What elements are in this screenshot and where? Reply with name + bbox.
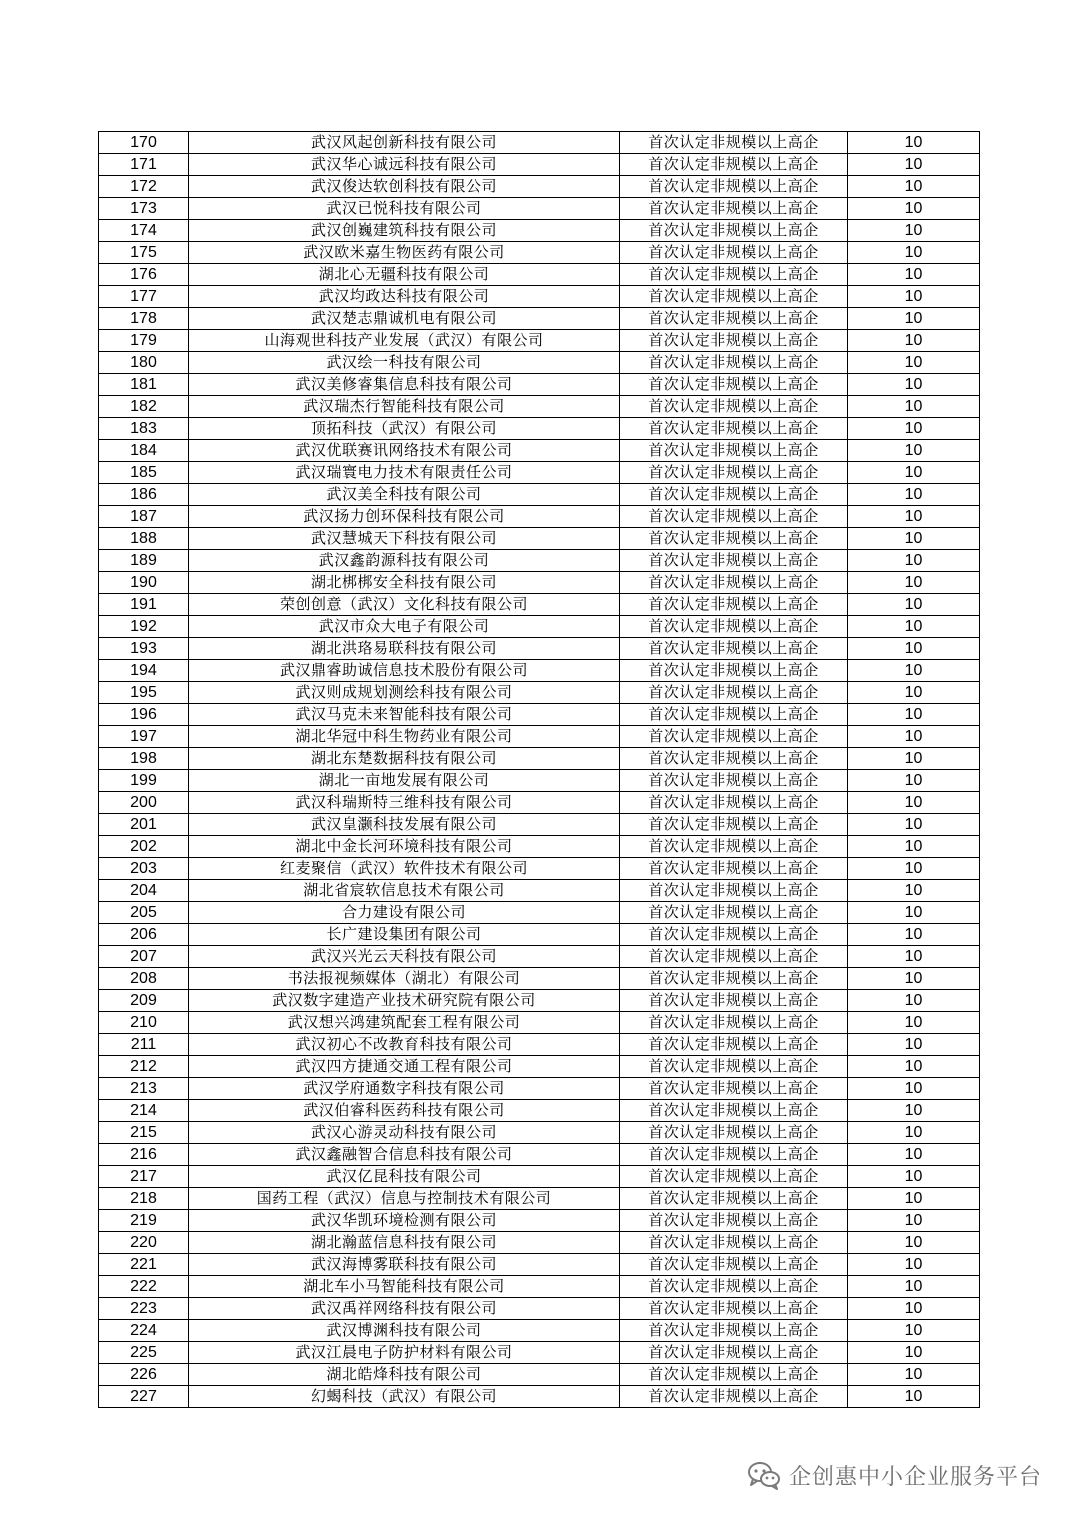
certification-type-cell: 首次认定非规模以上高企 — [620, 770, 848, 792]
company-name-cell: 湖北瀚蓝信息科技有限公司 — [189, 1232, 620, 1254]
score-cell: 10 — [848, 132, 980, 154]
score-cell: 10 — [848, 176, 980, 198]
company-name-cell: 武汉四方捷通交通工程有限公司 — [189, 1056, 620, 1078]
row-index-cell: 178 — [99, 308, 189, 330]
table-row — [99, 770, 980, 792]
row-index-cell: 195 — [99, 682, 189, 704]
company-name-cell: 武汉风起创新科技有限公司 — [189, 132, 620, 154]
row-index-cell: 199 — [99, 770, 189, 792]
table-row — [99, 1012, 980, 1034]
row-index-cell: 176 — [99, 264, 189, 286]
company-name-cell: 武汉已悦科技有限公司 — [189, 198, 620, 220]
score-cell: 10 — [848, 814, 980, 836]
score-cell: 10 — [848, 154, 980, 176]
table-row — [99, 330, 980, 352]
certification-type-cell: 首次认定非规模以上高企 — [620, 1254, 848, 1276]
score-cell: 10 — [848, 242, 980, 264]
company-name-cell: 武汉楚志鼎诚机电有限公司 — [189, 308, 620, 330]
score-cell: 10 — [848, 594, 980, 616]
table-row — [99, 484, 980, 506]
score-cell: 10 — [848, 1078, 980, 1100]
score-cell: 10 — [848, 946, 980, 968]
score-cell: 10 — [848, 462, 980, 484]
company-name-cell: 湖北华冠中科生物药业有限公司 — [189, 726, 620, 748]
table-row — [99, 1298, 980, 1320]
row-index-cell: 191 — [99, 594, 189, 616]
score-cell: 10 — [848, 308, 980, 330]
table-row — [99, 946, 980, 968]
company-name-cell: 武汉兴光云天科技有限公司 — [189, 946, 620, 968]
certification-type-cell: 首次认定非规模以上高企 — [620, 748, 848, 770]
row-index-cell: 225 — [99, 1342, 189, 1364]
company-name-cell: 武汉扬力创环保科技有限公司 — [189, 506, 620, 528]
row-index-cell: 208 — [99, 968, 189, 990]
table-row — [99, 836, 980, 858]
score-cell: 10 — [848, 330, 980, 352]
score-cell: 10 — [848, 1210, 980, 1232]
certification-type-cell: 首次认定非规模以上高企 — [620, 440, 848, 462]
certification-type-cell: 首次认定非规模以上高企 — [620, 154, 848, 176]
certification-type-cell: 首次认定非规模以上高企 — [620, 506, 848, 528]
certification-type-cell: 首次认定非规模以上高企 — [620, 594, 848, 616]
certification-type-cell: 首次认定非规模以上高企 — [620, 924, 848, 946]
certification-type-cell: 首次认定非规模以上高企 — [620, 242, 848, 264]
row-index-cell: 203 — [99, 858, 189, 880]
score-cell: 10 — [848, 968, 980, 990]
table-row — [99, 814, 980, 836]
row-index-cell: 224 — [99, 1320, 189, 1342]
score-cell: 10 — [848, 682, 980, 704]
table-row — [99, 264, 980, 286]
company-name-cell: 武汉瑞寰电力技术有限责任公司 — [189, 462, 620, 484]
company-name-cell: 顶拓科技（武汉）有限公司 — [189, 418, 620, 440]
company-name-cell: 书法报视频媒体（湖北）有限公司 — [189, 968, 620, 990]
certification-type-cell: 首次认定非规模以上高企 — [620, 374, 848, 396]
table-row — [99, 1144, 980, 1166]
table-row — [99, 550, 980, 572]
company-name-cell: 湖北梆梆安全科技有限公司 — [189, 572, 620, 594]
company-name-cell: 武汉禹祥网络科技有限公司 — [189, 1298, 620, 1320]
row-index-cell: 180 — [99, 352, 189, 374]
company-name-cell: 武汉海博雾联科技有限公司 — [189, 1254, 620, 1276]
table-row — [99, 462, 980, 484]
score-cell: 10 — [848, 1122, 980, 1144]
score-cell: 10 — [848, 1276, 980, 1298]
table-row — [99, 440, 980, 462]
row-index-cell: 211 — [99, 1034, 189, 1056]
company-name-cell: 武汉瑞杰行智能科技有限公司 — [189, 396, 620, 418]
company-list-body — [99, 132, 980, 1408]
certification-type-cell: 首次认定非规模以上高企 — [620, 1232, 848, 1254]
certification-type-cell: 首次认定非规模以上高企 — [620, 550, 848, 572]
table-row — [99, 748, 980, 770]
table-row — [99, 418, 980, 440]
table-row — [99, 1254, 980, 1276]
certification-type-cell: 首次认定非规模以上高企 — [620, 880, 848, 902]
certification-type-cell: 首次认定非规模以上高企 — [620, 660, 848, 682]
certification-type-cell: 首次认定非规模以上高企 — [620, 1210, 848, 1232]
table-row — [99, 154, 980, 176]
score-cell: 10 — [848, 1166, 980, 1188]
company-name-cell: 武汉鼎睿助诚信息技术股份有限公司 — [189, 660, 620, 682]
certification-type-cell: 首次认定非规模以上高企 — [620, 1144, 848, 1166]
company-name-cell: 武汉则成规划测绘科技有限公司 — [189, 682, 620, 704]
company-name-cell: 湖北东楚数据科技有限公司 — [189, 748, 620, 770]
row-index-cell: 174 — [99, 220, 189, 242]
row-index-cell: 215 — [99, 1122, 189, 1144]
certification-type-cell: 首次认定非规模以上高企 — [620, 330, 848, 352]
company-name-cell: 武汉创巍建筑科技有限公司 — [189, 220, 620, 242]
table-row — [99, 594, 980, 616]
table-row — [99, 286, 980, 308]
certification-type-cell: 首次认定非规模以上高企 — [620, 1364, 848, 1386]
certification-type-cell: 首次认定非规模以上高企 — [620, 902, 848, 924]
watermark-text: 企创惠中小企业服务平台 — [788, 1464, 1042, 1490]
score-cell: 10 — [848, 418, 980, 440]
score-cell: 10 — [848, 352, 980, 374]
score-cell: 10 — [848, 726, 980, 748]
row-index-cell: 209 — [99, 990, 189, 1012]
row-index-cell: 207 — [99, 946, 189, 968]
table-row — [99, 1188, 980, 1210]
table-row — [99, 1276, 980, 1298]
certification-type-cell: 首次认定非规模以上高企 — [620, 1034, 848, 1056]
certification-type-cell: 首次认定非规模以上高企 — [620, 1320, 848, 1342]
company-name-cell: 长广建设集团有限公司 — [189, 924, 620, 946]
table-row — [99, 638, 980, 660]
company-name-cell: 国药工程（武汉）信息与控制技术有限公司 — [189, 1188, 620, 1210]
table-row — [99, 1166, 980, 1188]
table-row — [99, 1078, 980, 1100]
table-row — [99, 220, 980, 242]
table-row — [99, 880, 980, 902]
certification-type-cell: 首次认定非规模以上高企 — [620, 308, 848, 330]
company-name-cell: 湖北一亩地发展有限公司 — [189, 770, 620, 792]
row-index-cell: 183 — [99, 418, 189, 440]
table-row — [99, 1210, 980, 1232]
company-name-cell: 湖北心无疆科技有限公司 — [189, 264, 620, 286]
row-index-cell: 217 — [99, 1166, 189, 1188]
score-cell: 10 — [848, 1342, 980, 1364]
score-cell: 10 — [848, 1188, 980, 1210]
company-name-cell: 武汉华心诚远科技有限公司 — [189, 154, 620, 176]
table-row — [99, 528, 980, 550]
row-index-cell: 227 — [99, 1386, 189, 1408]
certification-type-cell: 首次认定非规模以上高企 — [620, 1166, 848, 1188]
company-name-cell: 武汉市众大电子有限公司 — [189, 616, 620, 638]
score-cell: 10 — [848, 748, 980, 770]
table-row — [99, 176, 980, 198]
company-name-cell: 湖北省宸软信息技术有限公司 — [189, 880, 620, 902]
company-name-cell: 武汉亿昆科技有限公司 — [189, 1166, 620, 1188]
company-name-cell: 武汉美修睿集信息科技有限公司 — [189, 374, 620, 396]
table-row — [99, 396, 980, 418]
row-index-cell: 170 — [99, 132, 189, 154]
company-name-cell: 武汉鑫韵源科技有限公司 — [189, 550, 620, 572]
certification-type-cell: 首次认定非规模以上高企 — [620, 1298, 848, 1320]
company-name-cell: 湖北洪珞易联科技有限公司 — [189, 638, 620, 660]
company-name-cell: 红麦聚信（武汉）软件技术有限公司 — [189, 858, 620, 880]
table-row — [99, 1320, 980, 1342]
certification-type-cell: 首次认定非规模以上高企 — [620, 814, 848, 836]
certification-type-cell: 首次认定非规模以上高企 — [620, 572, 848, 594]
score-cell: 10 — [848, 1144, 980, 1166]
table-row — [99, 572, 980, 594]
table-row — [99, 1122, 980, 1144]
row-index-cell: 187 — [99, 506, 189, 528]
row-index-cell: 226 — [99, 1364, 189, 1386]
score-cell: 10 — [848, 792, 980, 814]
row-index-cell: 192 — [99, 616, 189, 638]
score-cell: 10 — [848, 858, 980, 880]
score-cell: 10 — [848, 506, 980, 528]
company-name-cell: 合力建设有限公司 — [189, 902, 620, 924]
row-index-cell: 201 — [99, 814, 189, 836]
certification-type-cell: 首次认定非规模以上高企 — [620, 858, 848, 880]
table-row — [99, 990, 980, 1012]
score-cell: 10 — [848, 880, 980, 902]
score-cell: 10 — [848, 660, 980, 682]
score-cell: 10 — [848, 638, 980, 660]
company-name-cell: 武汉优联赛讯网络技术有限公司 — [189, 440, 620, 462]
score-cell: 10 — [848, 264, 980, 286]
score-cell: 10 — [848, 1012, 980, 1034]
row-index-cell: 189 — [99, 550, 189, 572]
company-name-cell: 武汉俊达软创科技有限公司 — [189, 176, 620, 198]
certification-type-cell: 首次认定非规模以上高企 — [620, 418, 848, 440]
certification-type-cell: 首次认定非规模以上高企 — [620, 484, 848, 506]
company-name-cell: 武汉绘一科技有限公司 — [189, 352, 620, 374]
row-index-cell: 206 — [99, 924, 189, 946]
score-cell: 10 — [848, 924, 980, 946]
table-row — [99, 506, 980, 528]
certification-type-cell: 首次认定非规模以上高企 — [620, 352, 848, 374]
row-index-cell: 220 — [99, 1232, 189, 1254]
row-index-cell: 179 — [99, 330, 189, 352]
score-cell: 10 — [848, 550, 980, 572]
score-cell: 10 — [848, 616, 980, 638]
row-index-cell: 223 — [99, 1298, 189, 1320]
company-name-cell: 幻蝎科技（武汉）有限公司 — [189, 1386, 620, 1408]
row-index-cell: 181 — [99, 374, 189, 396]
certification-type-cell: 首次认定非规模以上高企 — [620, 638, 848, 660]
score-cell: 10 — [848, 374, 980, 396]
certification-type-cell: 首次认定非规模以上高企 — [620, 396, 848, 418]
certification-type-cell: 首次认定非规模以上高企 — [620, 462, 848, 484]
table-row — [99, 308, 980, 330]
row-index-cell: 196 — [99, 704, 189, 726]
row-index-cell: 210 — [99, 1012, 189, 1034]
certification-type-cell: 首次认定非规模以上高企 — [620, 220, 848, 242]
certification-type-cell: 首次认定非规模以上高企 — [620, 726, 848, 748]
row-index-cell: 200 — [99, 792, 189, 814]
company-name-cell: 武汉均政达科技有限公司 — [189, 286, 620, 308]
row-index-cell: 205 — [99, 902, 189, 924]
table-row — [99, 968, 980, 990]
score-cell: 10 — [848, 286, 980, 308]
table-row — [99, 726, 980, 748]
score-cell: 10 — [848, 484, 980, 506]
certification-type-cell: 首次认定非规模以上高企 — [620, 1276, 848, 1298]
row-index-cell: 221 — [99, 1254, 189, 1276]
certification-type-cell: 首次认定非规模以上高企 — [620, 1122, 848, 1144]
company-name-cell: 武汉华凯环境检测有限公司 — [189, 1210, 620, 1232]
company-name-cell: 武汉想兴鸿建筑配套工程有限公司 — [189, 1012, 620, 1034]
row-index-cell: 182 — [99, 396, 189, 418]
company-name-cell: 武汉慧城天下科技有限公司 — [189, 528, 620, 550]
company-name-cell: 武汉马克未来智能科技有限公司 — [189, 704, 620, 726]
score-cell: 10 — [848, 1364, 980, 1386]
company-name-cell: 湖北皓烽科技有限公司 — [189, 1364, 620, 1386]
score-cell: 10 — [848, 990, 980, 1012]
row-index-cell: 193 — [99, 638, 189, 660]
row-index-cell: 177 — [99, 286, 189, 308]
company-name-cell: 山海观世科技产业发展（武汉）有限公司 — [189, 330, 620, 352]
company-name-cell: 湖北中金长河环境科技有限公司 — [189, 836, 620, 858]
company-name-cell: 武汉心游灵动科技有限公司 — [189, 1122, 620, 1144]
company-name-cell: 武汉欧米嘉生物医药有限公司 — [189, 242, 620, 264]
table-row — [99, 660, 980, 682]
certification-type-cell: 首次认定非规模以上高企 — [620, 1078, 848, 1100]
row-index-cell: 216 — [99, 1144, 189, 1166]
score-cell: 10 — [848, 1056, 980, 1078]
row-index-cell: 204 — [99, 880, 189, 902]
row-index-cell: 190 — [99, 572, 189, 594]
table-row — [99, 1386, 980, 1408]
company-name-cell: 武汉初心不改教育科技有限公司 — [189, 1034, 620, 1056]
certification-type-cell: 首次认定非规模以上高企 — [620, 1100, 848, 1122]
company-name-cell: 武汉科瑞斯特三维科技有限公司 — [189, 792, 620, 814]
score-cell: 10 — [848, 1100, 980, 1122]
score-cell: 10 — [848, 528, 980, 550]
score-cell: 10 — [848, 396, 980, 418]
row-index-cell: 186 — [99, 484, 189, 506]
company-list-table — [98, 131, 980, 1408]
score-cell: 10 — [848, 1320, 980, 1342]
certification-type-cell: 首次认定非规模以上高企 — [620, 286, 848, 308]
certification-type-cell: 首次认定非规模以上高企 — [620, 176, 848, 198]
company-name-cell: 武汉博渊科技有限公司 — [189, 1320, 620, 1342]
certification-type-cell: 首次认定非规模以上高企 — [620, 264, 848, 286]
certification-type-cell: 首次认定非规模以上高企 — [620, 528, 848, 550]
table-row — [99, 1056, 980, 1078]
table-row — [99, 1232, 980, 1254]
wechat-icon — [747, 1460, 781, 1490]
certification-type-cell: 首次认定非规模以上高企 — [620, 968, 848, 990]
company-name-cell: 武汉鑫融智合信息科技有限公司 — [189, 1144, 620, 1166]
table-row — [99, 1100, 980, 1122]
certification-type-cell: 首次认定非规模以上高企 — [620, 616, 848, 638]
row-index-cell: 222 — [99, 1276, 189, 1298]
certification-type-cell: 首次认定非规模以上高企 — [620, 792, 848, 814]
row-index-cell: 171 — [99, 154, 189, 176]
row-index-cell: 213 — [99, 1078, 189, 1100]
score-cell: 10 — [848, 220, 980, 242]
table-row — [99, 792, 980, 814]
company-name-cell: 湖北车小马智能科技有限公司 — [189, 1276, 620, 1298]
company-name-cell: 荣创创意（武汉）文化科技有限公司 — [189, 594, 620, 616]
score-cell: 10 — [848, 836, 980, 858]
table-row — [99, 374, 980, 396]
certification-type-cell: 首次认定非规模以上高企 — [620, 132, 848, 154]
table-row — [99, 924, 980, 946]
certification-type-cell: 首次认定非规模以上高企 — [620, 946, 848, 968]
company-name-cell: 武汉皇灏科技发展有限公司 — [189, 814, 620, 836]
score-cell: 10 — [848, 198, 980, 220]
table-row — [99, 858, 980, 880]
row-index-cell: 173 — [99, 198, 189, 220]
table-row — [99, 902, 980, 924]
table-row — [99, 242, 980, 264]
row-index-cell: 198 — [99, 748, 189, 770]
certification-type-cell: 首次认定非规模以上高企 — [620, 1386, 848, 1408]
score-cell: 10 — [848, 1386, 980, 1408]
certification-type-cell: 首次认定非规模以上高企 — [620, 1056, 848, 1078]
company-name-cell: 武汉江晨电子防护材料有限公司 — [189, 1342, 620, 1364]
row-index-cell: 172 — [99, 176, 189, 198]
row-index-cell: 188 — [99, 528, 189, 550]
certification-type-cell: 首次认定非规模以上高企 — [620, 704, 848, 726]
company-name-cell: 武汉学府通数字科技有限公司 — [189, 1078, 620, 1100]
table-row — [99, 1364, 980, 1386]
table-row — [99, 198, 980, 220]
row-index-cell: 185 — [99, 462, 189, 484]
row-index-cell: 184 — [99, 440, 189, 462]
company-name-cell: 武汉数字建造产业技术研究院有限公司 — [189, 990, 620, 1012]
table-row — [99, 682, 980, 704]
certification-type-cell: 首次认定非规模以上高企 — [620, 1342, 848, 1364]
score-cell: 10 — [848, 1034, 980, 1056]
certification-type-cell: 首次认定非规模以上高企 — [620, 198, 848, 220]
row-index-cell: 218 — [99, 1188, 189, 1210]
score-cell: 10 — [848, 572, 980, 594]
table-row — [99, 352, 980, 374]
score-cell: 10 — [848, 1232, 980, 1254]
score-cell: 10 — [848, 440, 980, 462]
table-row — [99, 704, 980, 726]
table-row — [99, 132, 980, 154]
score-cell: 10 — [848, 1254, 980, 1276]
score-cell: 10 — [848, 770, 980, 792]
row-index-cell: 212 — [99, 1056, 189, 1078]
table-row — [99, 616, 980, 638]
row-index-cell: 219 — [99, 1210, 189, 1232]
score-cell: 10 — [848, 704, 980, 726]
watermark — [747, 1460, 1042, 1490]
row-index-cell: 175 — [99, 242, 189, 264]
certification-type-cell: 首次认定非规模以上高企 — [620, 990, 848, 1012]
certification-type-cell: 首次认定非规模以上高企 — [620, 682, 848, 704]
row-index-cell: 202 — [99, 836, 189, 858]
table-row — [99, 1342, 980, 1364]
certification-type-cell: 首次认定非规模以上高企 — [620, 1012, 848, 1034]
row-index-cell: 197 — [99, 726, 189, 748]
score-cell: 10 — [848, 1298, 980, 1320]
row-index-cell: 214 — [99, 1100, 189, 1122]
company-name-cell: 武汉美全科技有限公司 — [189, 484, 620, 506]
table-row — [99, 1034, 980, 1056]
company-name-cell: 武汉伯睿科医药科技有限公司 — [189, 1100, 620, 1122]
certification-type-cell: 首次认定非规模以上高企 — [620, 1188, 848, 1210]
score-cell: 10 — [848, 902, 980, 924]
row-index-cell: 194 — [99, 660, 189, 682]
certification-type-cell: 首次认定非规模以上高企 — [620, 836, 848, 858]
